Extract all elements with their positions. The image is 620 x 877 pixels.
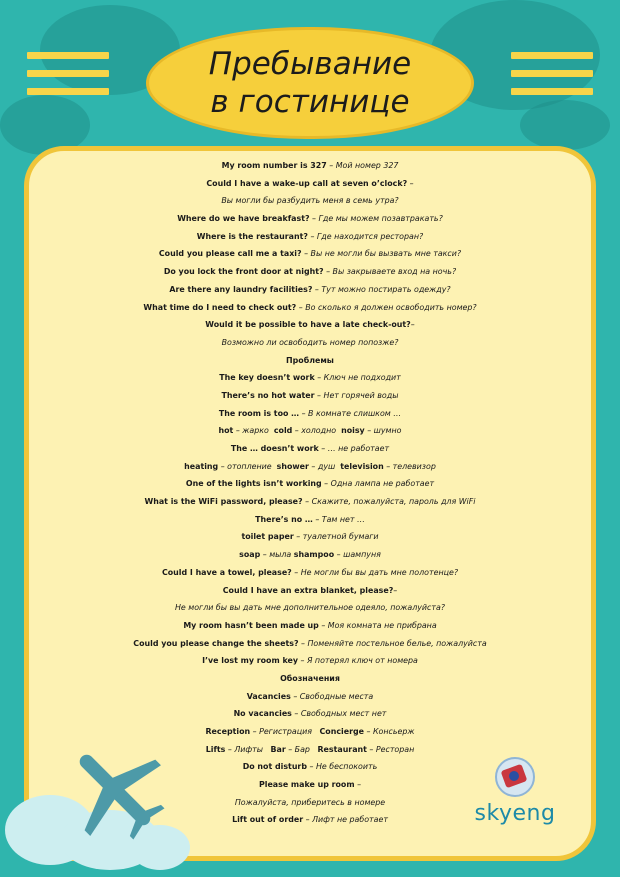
- english-phrase: Lifts: [205, 744, 226, 754]
- russian-translation: – Где находится ресторан?: [307, 231, 424, 241]
- english-phrase: Could I have a towel, please?: [161, 567, 292, 577]
- english-phrase: Where do we have breakfast?: [177, 214, 310, 224]
- phrase-line: [30, 688, 590, 706]
- russian-translation: – туалетной бумаги: [293, 532, 379, 542]
- english-phrase: soap: [239, 550, 261, 560]
- russian-translation: – Во сколько я должен освободить номер?: [296, 302, 477, 312]
- russian-translation: – Ключ не подходит: [314, 373, 401, 383]
- russian-translation: – Лифты: [225, 744, 271, 754]
- phrase-line: [30, 582, 590, 600]
- phrase-line: [30, 635, 590, 653]
- english-phrase: My room hasn’t been made up: [183, 620, 319, 630]
- phrase-line: [30, 316, 590, 334]
- phrase-line: [30, 210, 590, 228]
- russian-translation: – В комнате слишком …: [299, 408, 402, 418]
- russian-translation: – Моя комната не прибрана: [318, 620, 437, 630]
- russian-translation: –: [393, 585, 398, 595]
- title-line-2: в гостинице: [210, 84, 410, 120]
- phrase-line: [30, 458, 590, 476]
- english-phrase: cold: [273, 426, 293, 436]
- phrase-line: [30, 617, 590, 635]
- right-stripes: [511, 52, 593, 106]
- english-phrase: What time do I need to check out?: [143, 302, 297, 312]
- russian-translation: – Ресторан: [366, 744, 415, 754]
- russian-translation: – Лифт не работает: [303, 815, 388, 825]
- english-phrase: There’s no …: [255, 514, 313, 524]
- phrase-line: [30, 440, 590, 458]
- english-phrase: Do you lock the front door at night?: [163, 267, 324, 277]
- russian-translation: – холодно: [292, 426, 342, 436]
- russian-translation: Возможно ли освободить номер попозже?: [221, 337, 399, 347]
- english-phrase: Проблемы: [286, 355, 334, 365]
- english-phrase: hot: [218, 426, 234, 436]
- russian-translation: – Не могли бы вы дать мне полотенце?: [291, 567, 459, 577]
- phrase-line: [30, 157, 590, 175]
- russian-translation: – Мой номер 327: [326, 161, 399, 170]
- phrase-line: [30, 192, 590, 210]
- phrase-line: [30, 475, 590, 493]
- left-stripes: [27, 52, 109, 106]
- english-phrase: The … doesn’t work: [230, 444, 319, 453]
- phrase-line: [30, 528, 590, 546]
- russian-translation: – шампуня: [334, 550, 381, 560]
- russian-translation: –: [354, 780, 362, 790]
- russian-translation: – Консьерж: [363, 727, 415, 736]
- english-phrase: The key doesn’t work: [219, 373, 315, 383]
- russian-translation: – Не беспокоить: [306, 762, 378, 772]
- russian-translation: –: [407, 178, 414, 188]
- phrase-line: [30, 652, 590, 670]
- english-phrase: The room is too …: [218, 408, 300, 418]
- phrase-line: [30, 705, 590, 723]
- title-line-1: Пребывание: [208, 46, 412, 82]
- russian-translation: – душ: [308, 461, 341, 471]
- phrase-line: [30, 599, 590, 617]
- phrase-line: [30, 263, 590, 281]
- english-phrase: Could I have an extra blanket, please?: [222, 585, 394, 595]
- english-phrase: Lift out of order: [232, 815, 304, 825]
- english-phrase: shower: [276, 461, 309, 471]
- russian-translation: – Свободные места: [290, 691, 374, 701]
- russian-translation: – мыла: [260, 550, 294, 560]
- english-phrase: Are there any laundry facilities?: [169, 284, 313, 294]
- russian-translation: – Где мы можем позавтракать?: [309, 214, 443, 224]
- phrase-line: [30, 670, 590, 688]
- russian-translation: Пожалуйста, приберитесь в номере: [234, 797, 386, 807]
- phrase-line: [30, 299, 590, 317]
- russian-translation: – Скажите, пожалуйста, пароль для WiFi: [302, 497, 476, 507]
- russian-translation: – Бар: [285, 744, 318, 754]
- english-phrase: heating: [184, 461, 219, 471]
- english-phrase: Restaurant: [317, 744, 367, 754]
- phrase-line: [30, 564, 590, 582]
- english-phrase: No vacancies: [233, 709, 292, 719]
- english-phrase: Where is the restaurant?: [196, 231, 308, 241]
- russian-translation: – Нет горячей воды: [314, 390, 399, 400]
- russian-translation: – Поменяйте постельное белье, пожалуйста: [298, 638, 487, 648]
- english-phrase: television: [340, 461, 384, 471]
- english-phrase: Could I have a wake-up call at seven o’clock?: [206, 178, 408, 188]
- phrase-line: [30, 511, 590, 529]
- phrase-line: [30, 281, 590, 299]
- english-phrase: Do not disturb: [242, 762, 307, 772]
- russian-translation: Не могли бы вы дать мне дополнительное одеяло, пожалуйста?: [174, 603, 445, 613]
- phrase-line: [30, 245, 590, 263]
- russian-translation: –: [410, 320, 415, 330]
- russian-translation: Вы могли бы разбудить меня в семь утра?: [221, 196, 399, 206]
- globe-icon: [495, 757, 535, 797]
- airplane-icon: [60, 735, 170, 845]
- english-phrase: What is the WiFi password, please?: [144, 497, 303, 507]
- phrase-list: [30, 157, 590, 829]
- russian-translation: – отопление: [218, 461, 277, 471]
- russian-translation: – жарко: [233, 426, 274, 436]
- logo-text: skyeng: [474, 801, 556, 826]
- phrase-line: [30, 387, 590, 405]
- russian-translation: – Там нет …: [312, 514, 365, 524]
- russian-translation: – Тут можно постирать одежду?: [312, 284, 451, 294]
- english-phrase: Bar: [270, 744, 286, 754]
- phrase-line: [30, 228, 590, 246]
- russian-translation: – Свободных мест нет: [291, 709, 387, 719]
- english-phrase: My room number is 327: [221, 161, 327, 170]
- phrase-line: [30, 369, 590, 387]
- english-phrase: There’s no hot water: [221, 390, 315, 400]
- english-phrase: Обозначения: [280, 673, 340, 683]
- english-phrase: One of the lights isn’t working: [185, 479, 322, 489]
- english-phrase: Could you please change the sheets?: [133, 638, 299, 648]
- english-phrase: toilet paper: [241, 532, 294, 542]
- english-phrase: Concierge: [319, 727, 364, 736]
- english-phrase: Vacancies: [246, 691, 291, 701]
- english-phrase: Reception: [205, 727, 251, 736]
- phrase-line: [30, 405, 590, 423]
- english-phrase: I’ve lost my room key: [202, 656, 298, 666]
- english-phrase: Could you please call me a taxi?: [158, 249, 302, 259]
- english-phrase: Please make up room: [258, 780, 355, 790]
- russian-translation: – Я потерял ключ от номера: [297, 656, 418, 666]
- title-banner: [146, 27, 474, 139]
- russian-translation: – Одна лампа не работает: [321, 479, 435, 489]
- russian-translation: – шумно: [364, 426, 402, 436]
- russian-translation: – Регистрация: [250, 727, 320, 736]
- phrase-line: [30, 422, 590, 440]
- russian-translation: – Вы не могли бы вызвать мне такси?: [301, 249, 462, 259]
- english-phrase: noisy: [341, 426, 365, 436]
- phrase-line: [30, 546, 590, 564]
- phrase-line: [30, 352, 590, 370]
- english-phrase: shampoo: [293, 550, 335, 560]
- skyeng-logo: [470, 757, 560, 837]
- russian-translation: – телевизор: [383, 461, 436, 471]
- russian-translation: – Вы закрываете вход на ночь?: [323, 267, 457, 277]
- phrase-line: [30, 175, 590, 193]
- russian-translation: – … не работает: [318, 444, 390, 453]
- phrase-line: [30, 493, 590, 511]
- english-phrase: Would it be possible to have a late check-out?: [205, 320, 411, 330]
- map-decoration: [520, 100, 610, 150]
- phrase-line: [30, 334, 590, 352]
